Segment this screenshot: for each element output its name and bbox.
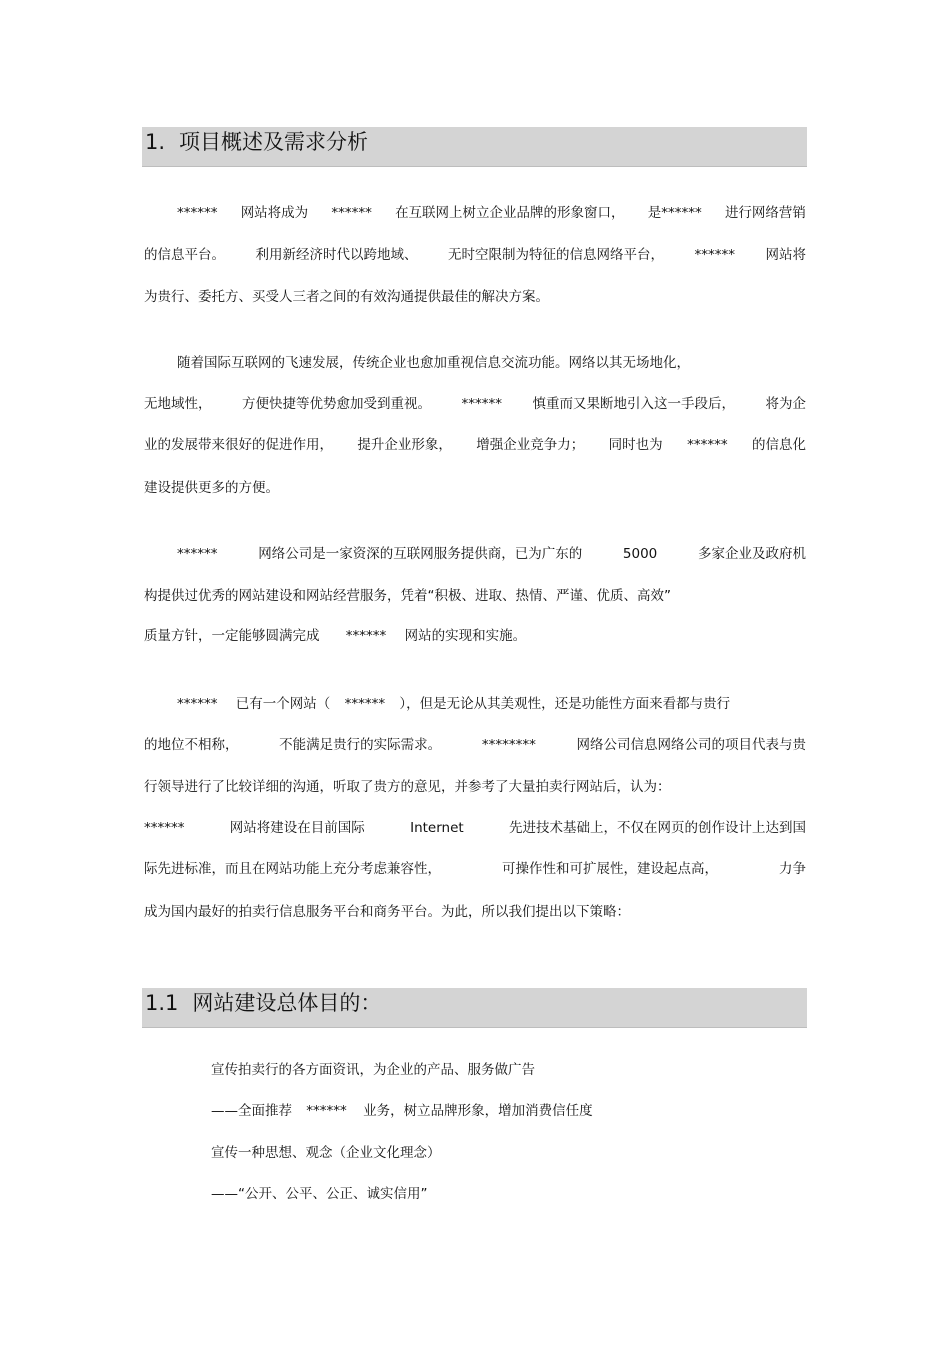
text-run: 构提供过优秀的网站建设和网站经营服务，凭着“积极、进取、热情、严谨、优质、高效” (144, 588, 671, 604)
text-run: 网站将 (765, 247, 806, 263)
section-title: 项目概述及需求分析 (179, 130, 369, 154)
paragraph-line (144, 243, 806, 267)
paragraph-line (144, 816, 806, 840)
section-number: 1. (145, 130, 166, 154)
text-run: 网站将成为 (240, 205, 309, 221)
paragraph-line (177, 201, 806, 225)
text-run: ******** (481, 737, 536, 753)
text-run: 利用新经济时代以跨地域、 (255, 247, 418, 263)
text-run: 将为企 (765, 396, 806, 412)
text-run: 增强企业竞争力； (476, 437, 585, 453)
text-run: 在互联网上树立企业品牌的形象窗口， (395, 205, 625, 221)
text-run: 网络公司信息网络公司的项目代表与贵 (576, 737, 806, 753)
text-run: 宣传一种思想、观念（企业文化理念） (211, 1145, 441, 1161)
paragraph-line (144, 476, 806, 500)
paragraph-line (144, 433, 806, 457)
text-run: ——全面推荐 (211, 1103, 292, 1119)
text-run: 力争 (779, 861, 806, 877)
section-title: 网站建设总体目的： (192, 991, 382, 1015)
text-run: 建设提供更多的方便。 (144, 480, 279, 496)
text-run: ****** (687, 437, 728, 453)
paragraph-line (177, 351, 806, 375)
text-run: ****** (177, 546, 218, 562)
text-run: 提升企业形象， (357, 437, 452, 453)
paragraph-line (144, 624, 806, 648)
text-run: 同时也为 (608, 437, 663, 453)
section-heading-1-1 (142, 988, 807, 1028)
text-run: 慎重而又果断地引入这一手段后， (532, 396, 735, 412)
text-run: ****** (345, 628, 387, 644)
text-run: 网站将建设在目前国际 (229, 820, 365, 836)
text-run: 无时空限制为特征的信息网络平台， (448, 247, 664, 263)
paragraph-line (144, 733, 806, 757)
paragraph-line (144, 775, 806, 799)
paragraph-line (144, 857, 806, 881)
text-run: 网站的实现和实施。 (404, 628, 527, 644)
text-run: ——“公开、公平、公正、诚实信用” (211, 1186, 428, 1202)
text-run: ****** (177, 205, 218, 221)
text-run: 方便快捷等优势愈加受到重视。 (242, 396, 431, 412)
text-run: ****** (331, 205, 372, 221)
text-run: ****** (144, 820, 185, 836)
list-item (211, 1058, 771, 1082)
text-run: 无地域性， (144, 396, 212, 412)
text-run: 业务，树立品牌形象，增加消费信任度 (363, 1103, 593, 1119)
text-run: ****** (461, 396, 502, 412)
text-run: 行领导进行了比较详细的沟通，听取了贵方的意见，并参考了大量拍卖行网站后，认为： (144, 779, 671, 795)
list-item (211, 1099, 771, 1123)
text-run: ****** (694, 247, 735, 263)
text-run: 的地位不相称， (144, 737, 239, 753)
text-run: 业的发展带来很好的促进作用， (144, 437, 333, 453)
text-run: Internet (410, 820, 464, 836)
text-run: 随着国际互联网的飞速发展，传统企业也愈加重视信息交流功能。网络以其无场地化， (177, 355, 690, 371)
paragraph-line (177, 692, 806, 716)
list-item (211, 1141, 771, 1165)
paragraph-line (144, 900, 806, 924)
text-run: 宣传拍卖行的各方面资讯，为企业的产品、服务做广告 (211, 1062, 535, 1078)
text-run: 进行网络营销 (724, 205, 806, 221)
text-run: 成为国内最好的拍卖行信息服务平台和商务平台。为此，所以我们提出以下策略： (144, 904, 630, 920)
paragraph-line (144, 392, 806, 416)
text-run: 5000 (622, 546, 658, 562)
text-run: ****** (344, 696, 386, 712)
text-run: 的信息化 (751, 437, 806, 453)
paragraph-line (144, 584, 806, 608)
text-run: 不能满足贵行的实际需求。 (279, 737, 442, 753)
text-run: 的信息平台。 (144, 247, 225, 263)
text-run: 是****** (647, 205, 702, 221)
list-item (211, 1182, 771, 1206)
section-heading-1 (142, 127, 807, 167)
text-run: 际先进标准，而且在网站功能上充分考虑兼容性， (144, 861, 441, 877)
text-run: ），但是无论从其美观性，还是功能性方面来看都与贵行 (399, 696, 731, 712)
text-run: 已有一个网站（ (235, 696, 331, 712)
text-run: ****** (306, 1103, 347, 1119)
text-run: 为贵行、委托方、买受人三者之间的有效沟通提供最佳的解决方案。 (144, 289, 549, 305)
text-run: 多家企业及政府机 (697, 546, 806, 562)
paragraph-line (144, 285, 806, 309)
text-run: 可操作性和可扩展性，建设起点高， (502, 861, 718, 877)
text-run: 网络公司是一家资深的互联网服务提供商，已为广东的 (258, 546, 583, 562)
text-run: 先进技术基础上，不仅在网页的创作设计上达到国 (509, 820, 806, 836)
text-run: 质量方针，一定能够圆满完成 (144, 628, 320, 644)
text-run: ****** (177, 696, 218, 712)
section-number: 1.1 (145, 991, 179, 1015)
paragraph-line (177, 542, 806, 566)
